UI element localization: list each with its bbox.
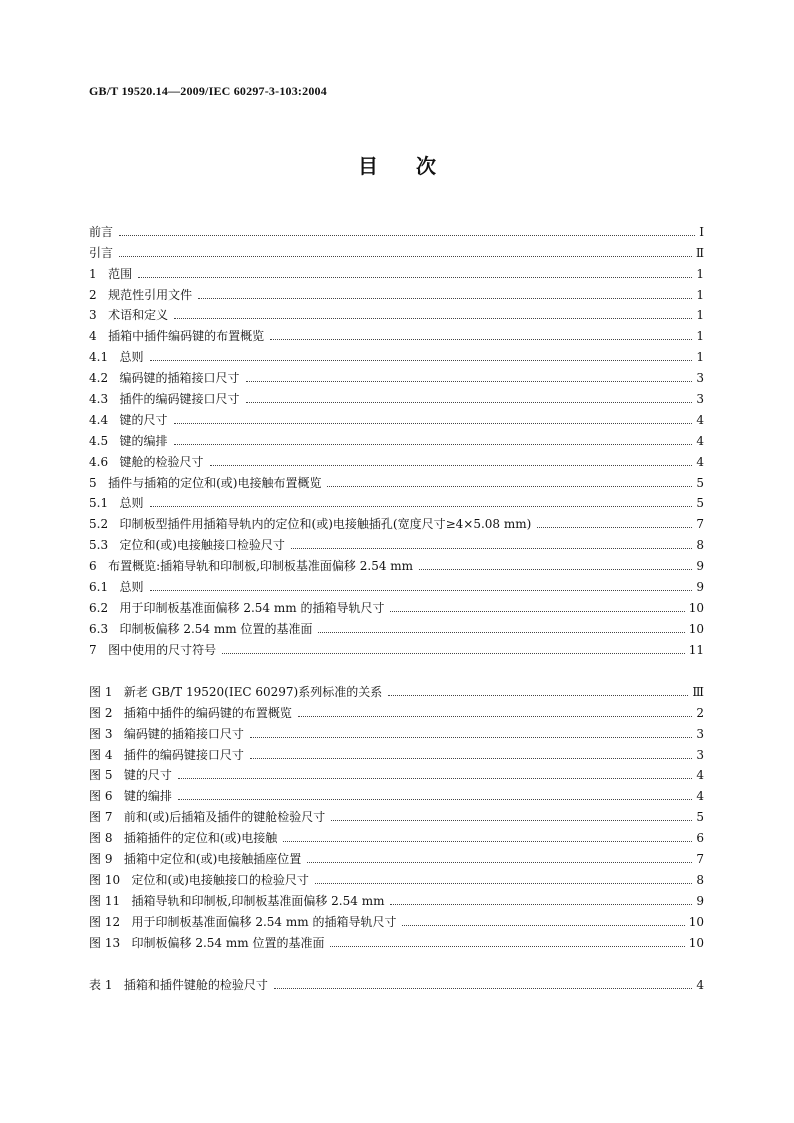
toc-entry-page: 1 [696,266,704,281]
toc-entry-number: 图 2 [89,705,124,720]
toc-entry-number: 图 9 [89,852,124,867]
toc-entry-page: 4 [696,789,704,804]
toc-entry-number: 4.2 [89,371,120,386]
toc-contents [89,219,704,658]
figure-entry[interactable] [89,909,704,930]
dot-leader [307,862,692,863]
toc-entry-number: 图 1 [89,684,124,699]
toc-entry-title: 键舱的检验尺寸 [119,454,204,469]
toc-entry-number: 图 10 [89,872,132,887]
toc-entry-title: 用于印制板基准面偏移 2.54 mm 的插箱导轨尺寸 [131,914,397,929]
dot-leader [174,423,693,424]
dot-leader [174,318,692,319]
toc-entry-title: 引言 [89,245,114,260]
toc-entry-number: 5.1 [89,496,120,511]
figure-entry[interactable] [89,763,704,784]
figure-entry[interactable] [89,783,704,804]
toc-entry[interactable] [89,261,704,282]
toc-entry-number: 图 4 [89,747,124,762]
figure-entry[interactable] [89,721,704,742]
dot-leader [270,339,692,340]
toc-entry-page: 1 [696,308,704,323]
dot-leader [283,841,692,842]
dot-leader [150,506,693,507]
toc-entry[interactable] [89,553,704,574]
toc-tables [89,972,704,993]
toc-entry-number: 6.2 [89,600,120,615]
toc-entry-page: 9 [696,580,704,595]
toc-entry-page: 3 [696,726,704,741]
toc-entry-page: 7 [696,852,704,867]
toc-entry-title: 图中使用的尺寸符号 [108,642,217,657]
toc-entry-page: 4 [696,768,704,783]
toc-entry-title: 前和(或)后插箱及插件的键舱检验尺寸 [123,810,326,825]
dot-leader [178,778,692,779]
toc-entry-page: 1 [696,329,704,344]
toc-entry-page: 3 [696,747,704,762]
figure-entry[interactable] [89,930,704,951]
dot-leader [246,381,693,382]
toc-entry-title: 插箱导轨和印制板,印制板基准面偏移 2.54 mm [131,893,385,908]
toc-entry-number: 1 [89,266,109,281]
toc-entry-page: 10 [688,935,704,950]
toc-entry-number: 5.2 [89,517,120,532]
toc-entry-page: 9 [696,893,704,908]
toc-entry-title: 用于印制板基准面偏移 2.54 mm 的插箱导轨尺寸 [119,600,385,615]
dot-leader [178,799,692,800]
dot-leader [250,737,692,738]
figure-entry[interactable] [89,742,704,763]
toc-entry-page: 10 [688,600,704,615]
toc-entry-page: 1 [696,287,704,302]
toc-entry[interactable] [89,365,704,386]
toc-entry-page: 4 [696,454,704,469]
toc-entry-title: 总则 [119,350,144,365]
toc-entry-title: 布置概览:插箱导轨和印制板,印制板基准面偏移 2.54 mm [108,559,414,574]
dot-leader [222,653,685,654]
toc-entry-page: 8 [696,872,704,887]
toc-entry-title: 编码键的插箱接口尺寸 [119,371,240,386]
dot-leader [390,904,692,905]
toc-entry-number: 图 7 [89,810,124,825]
toc-entry-page: 1 [696,350,704,365]
dot-leader [138,277,692,278]
dot-leader [174,444,693,445]
toc-entry[interactable] [89,407,704,428]
figure-entry[interactable] [89,679,704,700]
toc-entry-title: 规范性引用文件 [108,287,193,302]
toc-entry-number: 图 13 [89,935,132,950]
toc-entry-title: 键的编排 [119,433,168,448]
toc-entry-number: 7 [89,642,109,657]
figure-entry[interactable] [89,888,704,909]
dot-leader [331,820,692,821]
toc-entry-page: Ⅰ [699,224,704,239]
dot-leader [298,716,692,717]
toc-entry-page: 7 [696,517,704,532]
toc-entry-title: 键的尺寸 [123,768,172,783]
toc-entry-page: 4 [696,977,704,992]
dot-leader [150,590,693,591]
toc-entry-title: 插件与插箱的定位和(或)电接触布置概览 [108,475,322,490]
toc-entry-page: 6 [696,831,704,846]
toc-entry-number: 表 1 [89,977,124,992]
toc-entry-title: 定位和(或)电接触接口的检验尺寸 [131,872,309,887]
toc-entry-number: 图 12 [89,914,132,929]
toc-entry-number: 4.1 [89,350,120,365]
toc-entry-page: 11 [688,642,704,657]
toc-entry-page: 3 [696,371,704,386]
toc-entry[interactable] [89,574,704,595]
toc-entry-number: 2 [89,287,109,302]
toc-entry-title: 前言 [89,224,114,239]
toc-entry-title: 键的编排 [123,789,172,804]
toc-entry-number: 4.4 [89,412,120,427]
toc-entry-number: 图 3 [89,726,124,741]
toc-entry-title: 印制板偏移 2.54 mm 位置的基准面 [119,621,313,636]
toc-entry-page: 4 [696,412,704,427]
toc-entry-number: 4 [89,329,109,344]
toc-entry[interactable] [89,282,704,303]
toc-entry[interactable] [89,303,704,324]
toc-entry-number: 6 [89,559,109,574]
dot-leader [210,465,693,466]
toc-entry-title: 术语和定义 [108,308,169,323]
toc-entry-title: 编码键的插箱接口尺寸 [123,726,244,741]
dot-leader [390,611,684,612]
dot-leader [250,758,692,759]
toc-entry-title: 范围 [108,266,133,281]
toc-entry-page: 5 [696,496,704,511]
toc-entry-page: 5 [696,475,704,490]
toc-entry-page: 8 [696,538,704,553]
dot-leader [419,569,692,570]
toc-entry-number: 6.3 [89,621,120,636]
toc-entry-page: 4 [696,433,704,448]
toc-entry[interactable] [89,491,704,512]
toc-entry-title: 插箱中插件编码键的布置概览 [108,329,265,344]
table-entry[interactable] [89,972,704,993]
dot-leader [150,360,693,361]
toc-entry-title: 插箱中插件的编码键的布置概览 [123,705,292,720]
toc-entry-title: 插箱插件的定位和(或)电接触 [123,831,278,846]
toc-entry-title: 总则 [119,496,144,511]
dot-leader [315,883,692,884]
toc-entry-title: 定位和(或)电接触接口检验尺寸 [119,538,285,553]
toc-figures [89,679,704,951]
toc-entry-title: 键的尺寸 [119,412,168,427]
toc-entry-page: 10 [688,914,704,929]
toc-entry-page: Ⅱ [695,245,704,260]
toc-entry[interactable] [89,595,704,616]
toc-entry-page: 10 [688,621,704,636]
dot-leader [402,925,684,926]
toc-entry-title: 插箱和插件键舱的检验尺寸 [123,977,268,992]
toc-entry-number: 4.6 [89,454,120,469]
toc-entry[interactable] [89,219,704,240]
toc-entry[interactable] [89,240,704,261]
toc-entry-title: 新老 GB/T 19520(IEC 60297)系列标准的关系 [123,684,383,699]
figure-entry[interactable] [89,825,704,846]
toc-entry[interactable] [89,344,704,365]
toc-entry[interactable] [89,637,704,658]
toc-entry-title: 插件的编码键接口尺寸 [119,392,240,407]
dot-leader [291,548,692,549]
dot-leader [198,298,692,299]
toc-entry-number: 4.5 [89,433,120,448]
toc-entry-number: 图 8 [89,831,124,846]
dot-leader [537,527,692,528]
toc-entry-number: 4.3 [89,392,120,407]
toc-entry-page: 5 [696,810,704,825]
toc-entry-title: 印制板偏移 2.54 mm 位置的基准面 [131,935,325,950]
figure-entry[interactable] [89,804,704,825]
toc-entry[interactable] [89,511,704,532]
toc-entry-number: 图 11 [89,893,132,908]
figure-entry[interactable] [89,867,704,888]
toc-entry-number: 3 [89,308,109,323]
figure-entry[interactable] [89,700,704,721]
toc-entry-number: 图 6 [89,789,124,804]
toc-entry-number: 5 [89,475,109,490]
dot-leader [388,695,688,696]
toc-entry[interactable] [89,323,704,344]
toc-entry-title: 印制板型插件用插箱导轨内的定位和(或)电接触插孔(宽度尺寸≥4×5.08 mm) [119,517,532,532]
dot-leader [274,988,692,989]
toc-entry-page: Ⅲ [692,684,704,699]
toc-entry-number: 5.3 [89,538,120,553]
dot-leader [327,486,692,487]
standard-number: GB/T 19520.14—2009/IEC 60297-3-103:2004 [89,84,327,98]
toc-entry-title: 总则 [119,580,144,595]
toc-entry[interactable] [89,616,704,637]
dot-leader [119,256,692,257]
toc-entry[interactable] [89,470,704,491]
figure-entry[interactable] [89,846,704,867]
toc-entry-page: 9 [696,559,704,574]
toc-entry-title: 插箱中定位和(或)电接触插座位置 [123,852,302,867]
toc-entry[interactable] [89,428,704,449]
toc-entry-number: 6.1 [89,580,120,595]
toc-entry[interactable] [89,386,704,407]
toc-entry-page: 3 [696,392,704,407]
dot-leader [119,235,695,236]
toc-entry[interactable] [89,532,704,553]
toc-entry-page: 2 [696,705,704,720]
toc-entry-number: 图 5 [89,768,124,783]
toc-entry[interactable] [89,449,704,470]
toc-entry-title: 插件的编码键接口尺寸 [123,747,244,762]
dot-leader [318,632,684,633]
dot-leader [246,402,693,403]
page-title: 目次 [358,154,474,178]
dot-leader [330,946,684,947]
